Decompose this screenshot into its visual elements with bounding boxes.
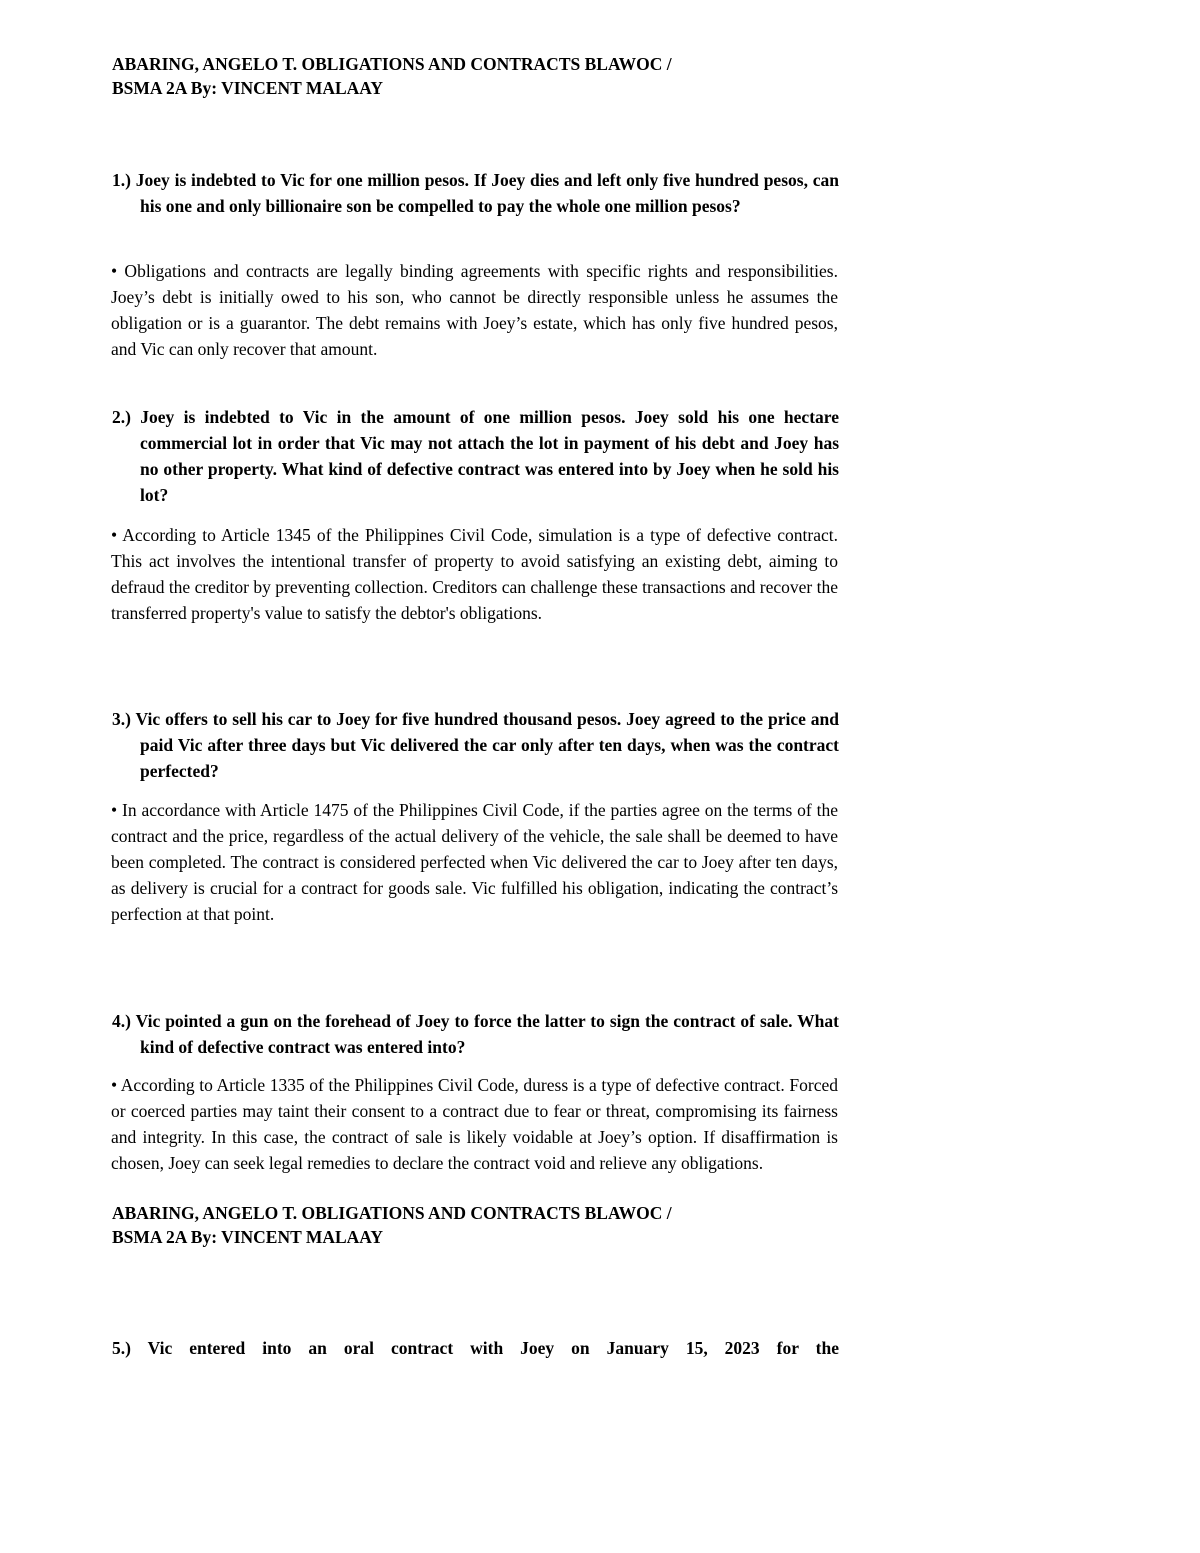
answer-1: • Obligations and contracts are legally binding agreements with specific rights and responsibilities. Joey’s debt is initially owed to his son, who cannot be directly responsible unless he assumes the obligation or is a guarantor. The debt remains with Joey’s estate, which has only five hundred pesos, and Vic can only recover that amount. [111,261,838,359]
question-3 [112,706,839,784]
question-5-text: 5.) Vic entered into an oral contract with Joey on January 15, 2023 for the [112,1338,839,1358]
question-2-text: 2.) Joey is indebted to Vic in the amount of one million pesos. Joey sold his one hectare commercial lot in order that Vic may not attach the lot in payment of his debt and Joey has no other property. What kind of defective contract was entered into by Joey when he sold his lot? [112,407,839,505]
question-4 [112,1008,839,1060]
answer-2: • According to Article 1345 of the Philippines Civil Code, simulation is a type of defective contract. This act involves the intentional transfer of property to avoid satisfying an existing debt, aiming to defraud the creditor by preventing collection. Creditors can challenge these transactions and recover the transferred property's value to satisfy the debtor's obligations. [111,525,838,623]
question-5 [112,1335,839,1361]
header-line-1: ABARING, ANGELO T. OBLIGATIONS AND CONTRACTS BLAWOC / [112,54,672,74]
answer-4: • According to Article 1335 of the Philippines Civil Code, duress is a type of defective contract. Forced or coerced parties may taint their consent to a contract due to fear or threat, compromising its fairness and integrity. In this case, the contract of sale is likely voidable at Joey’s option. If disaffirmation is chosen, Joey can seek legal remedies to declare the contract void and relieve any obligations. [111,1075,838,1173]
question-2 [112,404,839,508]
header-repeat-line-2: BSMA 2A By: VINCENT MALAAY [112,1227,383,1247]
page-header [112,52,812,100]
header-line-2: BSMA 2A By: VINCENT MALAAY [112,78,383,98]
question-1 [112,167,839,219]
question-4-text: 4.) Vic pointed a gun on the forehead of Joey to force the latter to sign the contract of sale. What kind of defective contract was entered into? [112,1011,839,1057]
page-header-repeat [112,1201,812,1249]
question-1-text: 1.) Joey is indebted to Vic for one million pesos. If Joey dies and left only five hundred pesos, can his one and only billionaire son be compelled to pay the whole one million pesos? [112,170,839,216]
answer-3: • In accordance with Article 1475 of the Philippines Civil Code, if the parties agree on the terms of the contract and the price, regardless of the actual delivery of the vehicle, the sale shall be deemed to have been completed. The contract is considered perfected when Vic delivered the car to Joey after ten days, as delivery is crucial for a contract for goods sale. Vic fulfilled his obligation, indicating the contract’s perfection at that point. [111,800,838,924]
question-3-text: 3.) Vic offers to sell his car to Joey for five hundred thousand pesos. Joey agreed to the price and paid Vic after three days but Vic delivered the car only after ten days, when was the contract perfected? [112,709,839,781]
header-repeat-line-1: ABARING, ANGELO T. OBLIGATIONS AND CONTRACTS BLAWOC / [112,1203,672,1223]
